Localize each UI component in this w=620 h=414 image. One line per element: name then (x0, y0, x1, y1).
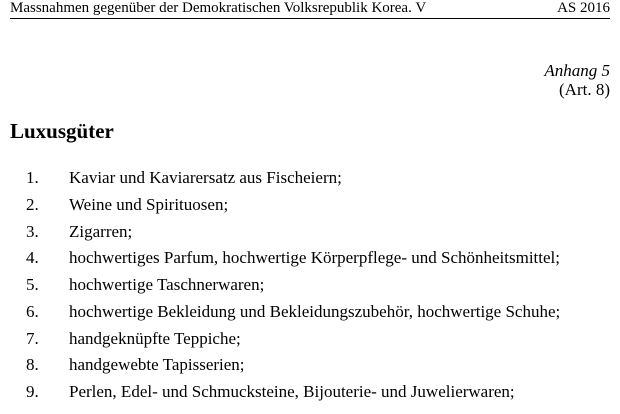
annex-title: Anhang 5 (544, 61, 610, 80)
item-number: 2. (26, 194, 39, 214)
section-heading: Luxusgüter (10, 119, 114, 143)
item-number: 6. (26, 301, 39, 321)
luxury-goods-list (0, 168, 620, 409)
item-number: 7. (26, 328, 39, 348)
item-number: 9. (26, 382, 39, 401)
list-item (0, 168, 620, 195)
annex-label (544, 61, 610, 99)
item-text: hochwertiges Parfum, hochwertige Körperpflege- und Schönheitsmittel; (69, 248, 560, 268)
item-text: handgeknüpfte Teppiche; (69, 328, 241, 348)
annex-article-reference: (Art. 8) (559, 80, 610, 99)
running-header (10, 0, 610, 19)
document-title: Massnahmen gegenüber der Demokratischen Volksrepublik Korea. V (10, 0, 427, 16)
item-number: 8. (26, 355, 39, 375)
list-item (0, 329, 620, 356)
list-item (0, 275, 620, 302)
item-text: Perlen, Edel- und Schmucksteine, Bijouterie- und Juwelierwaren; (69, 382, 515, 401)
list-item (0, 302, 620, 329)
item-text: handgewebte Tapisserien; (69, 355, 245, 375)
item-text: Kaviar und Kaviarersatz aus Fischeiern; (69, 168, 342, 187)
official-compilation-reference: AS 2016 (557, 0, 610, 16)
item-text: Zigarren; (69, 221, 133, 241)
list-item (0, 195, 620, 222)
item-number: 1. (26, 168, 39, 187)
list-item (0, 248, 620, 275)
item-number: 5. (26, 275, 39, 294)
list-item (0, 222, 620, 249)
item-text: Weine und Spirituosen; (69, 194, 229, 214)
item-text: hochwertige Taschnerwaren; (69, 275, 265, 294)
list-item (0, 382, 620, 409)
item-number: 3. (26, 221, 39, 241)
item-text: hochwertige Bekleidung und Bekleidungszubehör, hochwertige Schuhe; (69, 301, 561, 321)
list-item (0, 355, 620, 382)
item-number: 4. (26, 248, 39, 268)
